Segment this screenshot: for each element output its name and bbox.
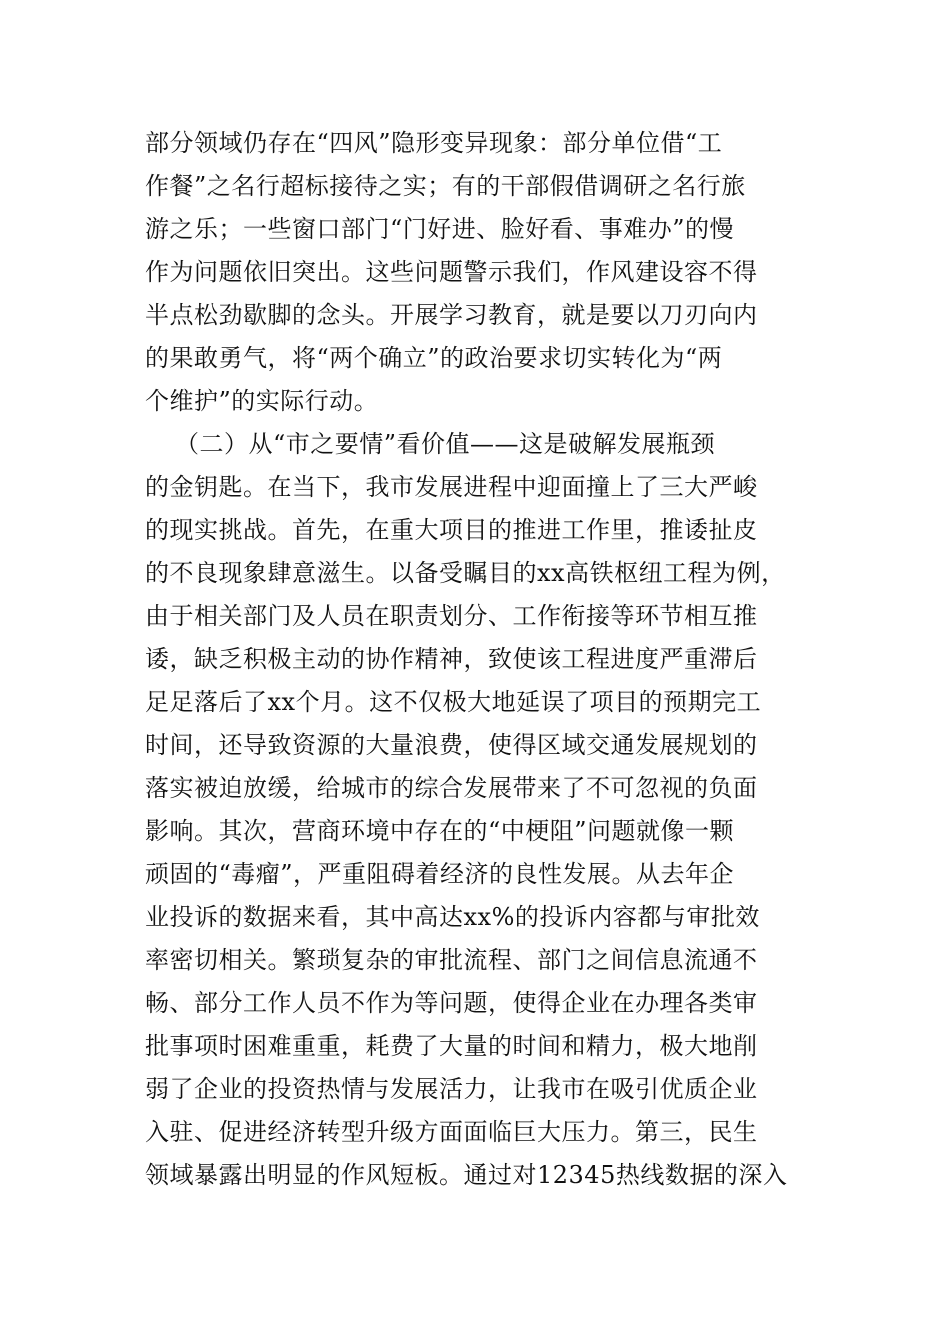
text-line: 半点松劲歇脚的念头。开展学习教育，就是要以刀刃向内 <box>145 301 758 329</box>
text-line: 诿，缺乏积极主动的协作精神，致使该工程进度严重滞后 <box>145 645 758 673</box>
text-line: 个维护”的实际行动。 <box>145 387 379 415</box>
text-line: 的不良现象肆意滋生。以备受瞩目的xx高铁枢纽工程为例， <box>145 559 786 587</box>
text-line: 作为问题依旧突出。这些问题警示我们，作风建设容不得 <box>145 258 758 286</box>
text-line: 领域暴露出明显的作风短板。通过对12345热线数据的深入 <box>145 1161 788 1189</box>
text-line: 率密切相关。繁琐复杂的审批流程、部门之间信息流通不 <box>145 946 758 974</box>
text-line: 畅、部分工作人员不作为等问题，使得企业在办理各类审 <box>145 989 758 1017</box>
text-line: 足足落后了xx个月。这不仅极大地延误了项目的预期完工 <box>145 688 762 716</box>
text-line: 的金钥匙。在当下，我市发展进程中迎面撞上了三大严峻 <box>145 473 758 501</box>
text-line: 弱了企业的投资热情与发展活力，让我市在吸引优质企业 <box>145 1075 758 1103</box>
text-line: 入驻、促进经济转型升级方面面临巨大压力。第三，民生 <box>145 1118 758 1146</box>
text-line: 顽固的“毒瘤”，严重阻碍着经济的良性发展。从去年企 <box>145 860 735 888</box>
document-body-text <box>145 122 815 1197</box>
text-line: 由于相关部门及人员在职责划分、工作衔接等环节相互推 <box>145 602 758 630</box>
text-line: 批事项时困难重重，耗费了大量的时间和精力，极大地削 <box>145 1032 758 1060</box>
text-line: 的果敢勇气，将“两个确立”的政治要求切实转化为“两 <box>145 344 723 372</box>
text-line: 游之乐；一些窗口部门“门好进、脸好看、事难办”的慢 <box>145 215 735 243</box>
text-line: 部分领域仍存在“四风”隐形变异现象：部分单位借“工 <box>145 129 723 157</box>
text-line: 业投诉的数据来看，其中高达xx%的投诉内容都与审批效 <box>145 903 760 931</box>
text-line: 时间，还导致资源的大量浪费，使得区域交通发展规划的 <box>145 731 758 759</box>
section-heading-line: （二）从“市之要情”看价值——这是破解发展瓶颈 <box>175 430 716 458</box>
text-line: 作餐”之名行超标接待之实；有的干部假借调研之名行旅 <box>145 172 746 200</box>
text-line: 落实被迫放缓，给城市的综合发展带来了不可忽视的负面 <box>145 774 758 802</box>
text-line: 影响。其次，营商环境中存在的“中梗阻”问题就像一颗 <box>145 817 735 845</box>
text-line: 的现实挑战。首先，在重大项目的推进工作里，推诿扯皮 <box>145 516 758 544</box>
